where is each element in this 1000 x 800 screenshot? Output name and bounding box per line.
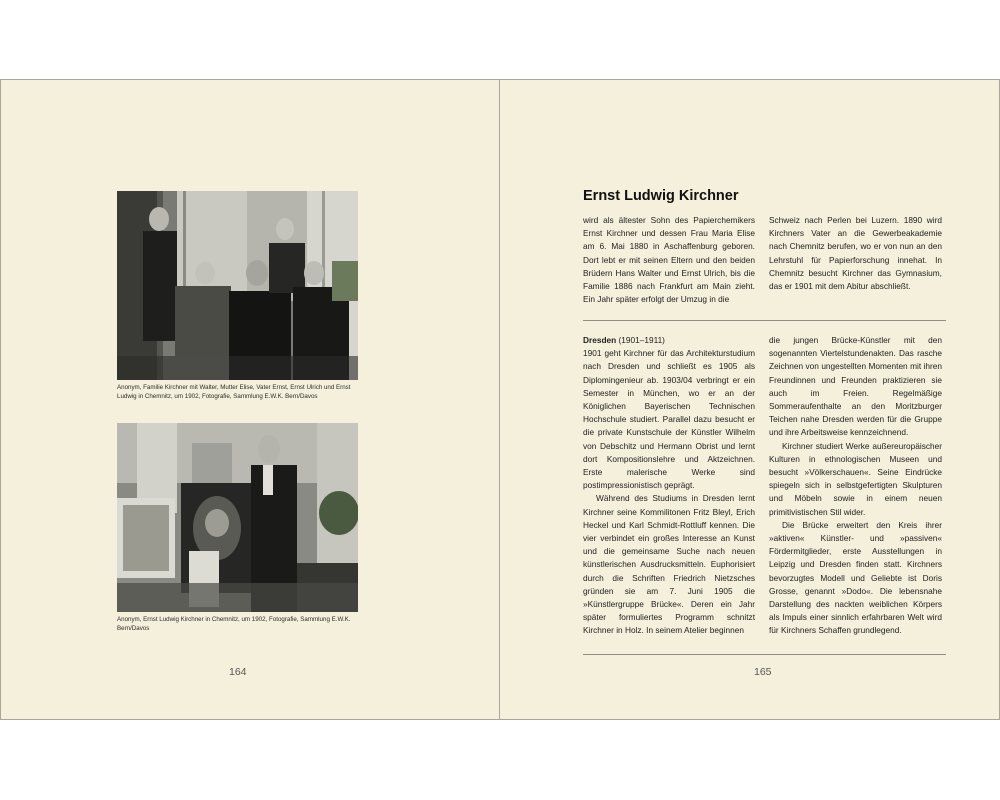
- intro-column-right: [769, 214, 942, 293]
- section-paragraph-2: Während des Studiums in Dresden lernt Kirchner seine Kommilitonen Fritz Bleyl, Erich Heckel und Karl Schmidt-Rottluff kennen. Die vier verbindet ein großes Interesse an Kunst und die gemeinsame Suche nach neuen künstlerischen Ausdrucksmitteln. Euphorisiert durch die Schriften Friedrich Nietzsches gründen sie am 7. Juni 1905 die »Künstlergruppe Brücke«. Deren ein Jahr später formuliertes Programm schnitzt Kirchner in Holz. In seinem Atelier beginnen: [583, 493, 755, 636]
- section-column-left: [583, 334, 755, 638]
- section-heading: Dresden: [583, 335, 617, 345]
- section-heading-line: [583, 334, 755, 347]
- section-column-right: [769, 334, 942, 638]
- section-paragraph-3: die jungen Brücke-Künstler mit den sogenannten Viertelstundenakten. Das rasche Zeichnen von ungestellten Momenten mit ihren Freundinnen und Freunden praktizieren sie auch im Freien. Regelmäßige Sommeraufenthalte an den Moritzburger Teichen nahe Dresden werden für die Gruppe und ihre Arbeitsweise kennzeichnend.: [769, 335, 942, 438]
- page-number-left: 164: [229, 666, 247, 678]
- family-photo: [117, 191, 358, 380]
- bottom-rule: [583, 654, 946, 655]
- section-years: (1901–1911): [616, 335, 665, 345]
- intro-text-left: wird als ältester Sohn des Papierchemikers Ernst Kirchner und dessen Frau Maria Elise am 6. Mai 1880 in Aschaffenburg geboren. Dort lebt er mit seinen Eltern und den beiden Brüdern Hans Walter und Ernst Ulrich, bis die Familie 1886 nach Frankfurt am Main zieht. Ein Jahr später erfolgt der Umzug in die: [583, 215, 755, 305]
- page-title: Ernst Ludwig Kirchner: [583, 188, 739, 204]
- section-paragraph-4: Kirchner studiert Werke außereuropäischer Kulturen in ethnologischen Museen und besucht »Völkerschauen«. Seine Eindrücke spiegeln sich in selbstgefertigten Skulpturen und Möbeln sowie in einem neuen primitivistischen Stil wider.: [769, 440, 942, 517]
- photo1-caption: Anonym, Familie Kirchner mit Walter, Mutter Elise, Vater Ernst, Ernst Ulrich und Ernst Ludwig in Chemnitz, um 1902, Fotografie, Sammlung E.W.K. Bern/Davos: [117, 384, 351, 400]
- intro-column-left: [583, 214, 755, 306]
- studio-photo: [117, 423, 358, 612]
- section-divider: [583, 320, 946, 321]
- intro-text-right: Schweiz nach Perlen bei Luzern. 1890 wird Kirchners Vater an die Gewerbeakademie nach Chemnitz berufen, wo er von nun an den Lehrstuhl für Papierforschung innehat. In Chemnitz besucht Kirchner das Gymnasium, das er 1901 mit dem Abitur abschließt.: [769, 215, 942, 292]
- photo2-caption: Anonym, Ernst Ludwig Kirchner in Chemnitz, um 1902, Fotografie, Sammlung E.W.K. Bern/Davos: [117, 616, 351, 632]
- section-paragraph-5: Die Brücke erweitert den Kreis ihrer »aktiven« Künstler- und »passiven« Fördermitglieder, erste Ausstellungen in Leipzig und Dresden finden statt. Kirchners bevorzugtes Modell und Geliebte ist Doris Grosse, genannt »Dodo«. Die lebensnahe Darstellung des nackten weiblichen Körpers als Impuls einer sinnlich erfahrbaren Welt wird für Kirchners Schaffen grundlegend.: [769, 519, 942, 636]
- section-paragraph-1: 1901 geht Kirchner für das Architekturstudium nach Dresden und schließt es 1905 als Diplomingenieur ab. 1903/04 verbringt er ein Semester in München, wo er an der Königlichen Bayerischen Technischen Hochschule studiert. Parallel dazu besucht er die private Kunstschule der Künstler Wilhelm von Debschitz und Hermann Obrist und lernt dort Kompositionslehre und Aktzeichnen. Erste malerische Werke sind postimpressionistisch geprägt.: [583, 348, 755, 491]
- book-gutter: [499, 79, 500, 720]
- page-number-right: 165: [754, 666, 772, 678]
